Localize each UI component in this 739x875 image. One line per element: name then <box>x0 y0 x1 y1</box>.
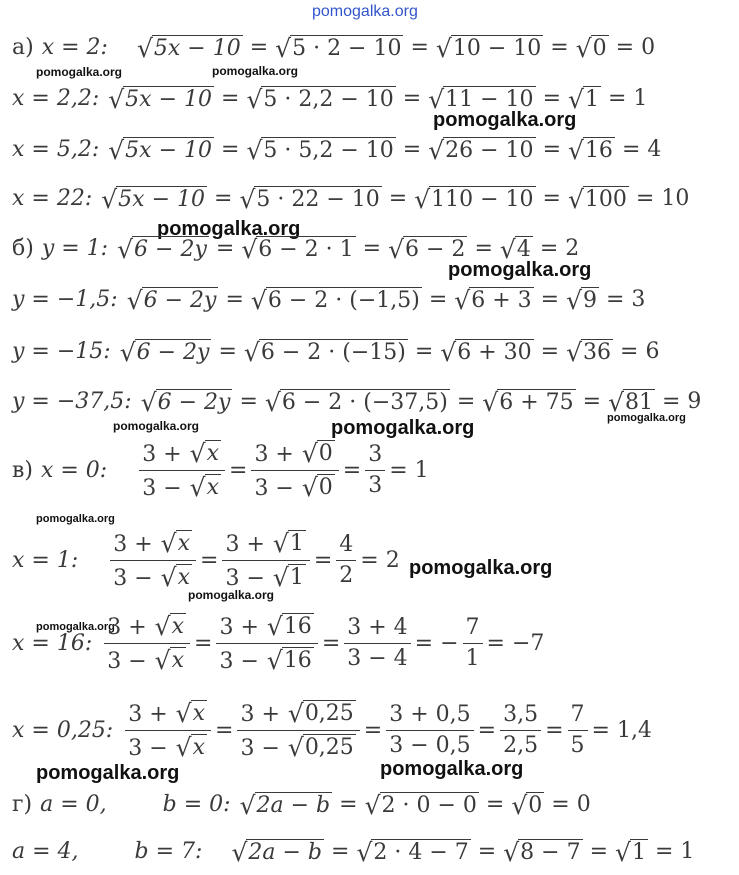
radical: √ 2 · 4 − 7 <box>356 838 469 867</box>
fraction: 3 + √ x 3 − √ x <box>104 613 190 674</box>
radical: √ 6 + 30 <box>440 338 532 367</box>
condition: x = 2: <box>41 34 108 60</box>
radical: √ 1 <box>615 838 646 867</box>
watermark[interactable]: pomogalka.org <box>607 412 686 424</box>
radical: √ 110 − 10 <box>414 185 534 214</box>
radical: √ 5 · 2 − 10 <box>275 34 402 63</box>
line-d1: г) a = 0, b = 0: √ 2a − b = √ 2 · 0 − 0 = √ 0 = 0 <box>12 791 591 820</box>
fraction: 3 + √ 16 3 − √ 16 <box>216 613 317 674</box>
radical: √ 6 + 75 <box>482 388 574 417</box>
watermark[interactable]: pomogalka.org <box>331 417 475 439</box>
radical: √ 5x − 10 <box>101 185 205 214</box>
condition: x = 1: <box>12 547 79 573</box>
fraction: $\frac{7}{1}$ <box>463 616 483 671</box>
radical: √ 6 − 2y <box>117 235 207 264</box>
condition: y = −1,5: <box>12 286 118 312</box>
fraction: 3 + √ 1 3 − √ 1 <box>222 530 309 591</box>
line-a1: а) x = 2: √ 5x − 10 = √ 5 · 2 − 10 = √ 10 − 10 = √ 0 = 0 <box>12 34 656 63</box>
condition: a = 4, <box>12 838 79 864</box>
condition: b = 0: <box>162 791 231 817</box>
radical: √ 10 − 10 <box>435 34 542 63</box>
fraction: 3 + √ x 3 − √ x <box>110 530 196 591</box>
radical: √ 2a − b <box>231 838 323 867</box>
watermark[interactable]: pomogalka.org <box>36 513 115 525</box>
line-b1: б) y = 1: √ 6 − 2y = √ 6 − 2 · 1 = √ 6 − 2 = √ 4 = 2 <box>12 235 580 264</box>
condition: x = 0: <box>40 457 108 483</box>
part-label: б) <box>12 235 34 261</box>
radical: √ 6 + 3 <box>454 286 532 315</box>
condition: y = −15: <box>12 338 111 364</box>
part-label: а) <box>12 34 34 60</box>
watermark[interactable]: pomogalka.org <box>409 557 553 579</box>
watermark[interactable]: pomogalka.org <box>113 419 200 433</box>
radical: √ 0 <box>511 791 543 820</box>
fraction: $\frac{4}{2}$ <box>336 533 356 588</box>
line-a3: x = 5,2: √ 5x − 10 = √ 5 · 5,2 − 10 = √ 26 − 10 = √ 16 = 4 <box>12 136 662 165</box>
fraction: $\frac{3}{3}$ <box>365 443 385 498</box>
watermark[interactable]: pomogalka.org <box>433 109 577 131</box>
condition: x = 16: <box>12 630 93 656</box>
radical: √ 9 <box>566 286 597 315</box>
radical: √ 6 − 2 · (−15) <box>243 338 406 367</box>
line-c4: x = 0,25: 3 + √ x 3 − √ x = 3 + √ 0,25 3 − √ 0,25 = $\frac{3 + 0,5}{3 - 0,5}$ = $\frac{3,5}{2,5}$ = $\frac{7}{5}$ = 1,4 <box>12 699 652 763</box>
watermark[interactable]: pomogalka.org <box>36 762 180 784</box>
radical: √ 2a − b <box>239 791 331 820</box>
watermark[interactable]: pomogalka.org <box>188 588 275 602</box>
condition: b = 7: <box>134 838 203 864</box>
fraction: $\frac{3 + 4}{3 - 4}$ <box>344 616 410 671</box>
watermark[interactable]: pomogalka.org <box>380 758 524 780</box>
condition: y = −37,5: <box>12 388 132 414</box>
fraction: 3 + √ 0,25 3 − √ 0,25 <box>237 700 359 761</box>
radical: √ 4 <box>499 235 531 264</box>
watermark[interactable]: pomogalka.org <box>36 65 123 79</box>
radical: √ 5 · 22 − 10 <box>239 185 380 214</box>
line-b3: y = −15: √ 6 − 2y = √ 6 − 2 · (−15) = √ 6 + 30 = √ 36 = 6 <box>12 338 660 367</box>
condition: x = 0,25: <box>12 717 114 743</box>
radical: √ 5x − 10 <box>108 85 212 114</box>
radical: √ 6 − 2y <box>119 338 210 367</box>
radical: √ 5x − 10 <box>108 136 212 165</box>
radical: √ 16 <box>568 136 613 165</box>
radical: √ 100 <box>567 185 627 214</box>
fraction: $\frac{7}{5}$ <box>568 703 588 758</box>
radical: √ 6 − 2y <box>126 286 217 315</box>
watermark[interactable]: pomogalka.org <box>448 259 592 281</box>
radical: √ 6 − 2 <box>388 235 466 264</box>
radical: √ 6 − 2y <box>140 388 231 417</box>
watermark[interactable]: pomogalka.org <box>212 64 299 78</box>
line-a2: x = 2,2: √ 5x − 10 = √ 5 · 2,2 − 10 = √ 11 − 10 = √ 1 = 1 <box>12 85 648 114</box>
radical: √ 81 <box>608 388 653 417</box>
condition: x = 5,2: <box>12 136 100 162</box>
radical: √ 6 − 2 · 1 <box>241 235 354 264</box>
part-label: г) <box>12 791 33 817</box>
fraction: $\frac{3,5}{2,5}$ <box>500 703 541 758</box>
condition: x = 2,2: <box>12 85 100 111</box>
radical: √ 1 <box>568 85 599 114</box>
radical: √ 6 − 2 · (−37,5) <box>264 388 448 417</box>
radical: √ 8 − 7 <box>503 838 581 867</box>
fraction: $\frac{3 + 0,5}{3 - 0,5}$ <box>386 703 473 758</box>
radical: √ 2 · 0 − 0 <box>364 791 477 820</box>
watermark[interactable]: pomogalka.org <box>157 218 301 240</box>
line-b2: y = −1,5: √ 6 − 2y = √ 6 − 2 · (−1,5) = √ 6 + 3 = √ 9 = 3 <box>12 286 646 315</box>
radical: √ 5x − 10 <box>136 34 241 63</box>
line-b4: y = −37,5: √ 6 − 2y = √ 6 − 2 · (−37,5) = √ 6 + 75 = √ 81 = 9 <box>12 388 702 417</box>
fraction: 3 + √ x 3 − √ x <box>139 440 225 501</box>
condition: y = 1: <box>41 235 109 261</box>
condition: a = 0, <box>40 791 107 817</box>
radical: √ 36 <box>566 338 612 367</box>
radical: √ 5 · 5,2 − 10 <box>246 136 394 165</box>
radical: √ 6 − 2 · (−1,5) <box>250 286 420 315</box>
line-c2: x = 1: 3 + √ x 3 − √ x = 3 + √ 1 3 − √ 1 = $\frac{4}{2}$ = 2 <box>12 529 400 593</box>
radical: √ 0 <box>575 34 607 63</box>
radical: √ 11 − 10 <box>428 85 534 114</box>
watermark-top[interactable]: pomogalka.org <box>312 3 418 20</box>
line-a4: x = 22: √ 5x − 10 = √ 5 · 22 − 10 = √ 110 − 10 = √ 100 = 10 <box>12 185 690 214</box>
fraction: 3 + √ 0 3 − √ 0 <box>251 440 338 501</box>
watermark[interactable]: pomogalka.org <box>36 621 115 633</box>
line-c3: x = 16: 3 + √ x 3 − √ x = 3 + √ 16 3 − √ 16 = $\frac{3 + 4}{3 - 4}$ = − $\frac{7}{1}$ = −7 <box>12 612 545 676</box>
fraction: 3 + √ x 3 − √ x <box>125 700 211 761</box>
part-label: в) <box>12 457 33 483</box>
condition: x = 22: <box>12 185 93 211</box>
radical: √ 26 − 10 <box>428 136 534 165</box>
line-d2: a = 4, b = 7: √ 2a − b = √ 2 · 4 − 7 = √ 8 − 7 = √ 1 = 1 <box>12 838 695 867</box>
radical: √ 5 · 2,2 − 10 <box>246 85 394 114</box>
line-c1: в) x = 0: 3 + √ x 3 − √ x = 3 + √ 0 3 − √ 0 = $\frac{3}{3}$ = 1 <box>12 439 429 503</box>
